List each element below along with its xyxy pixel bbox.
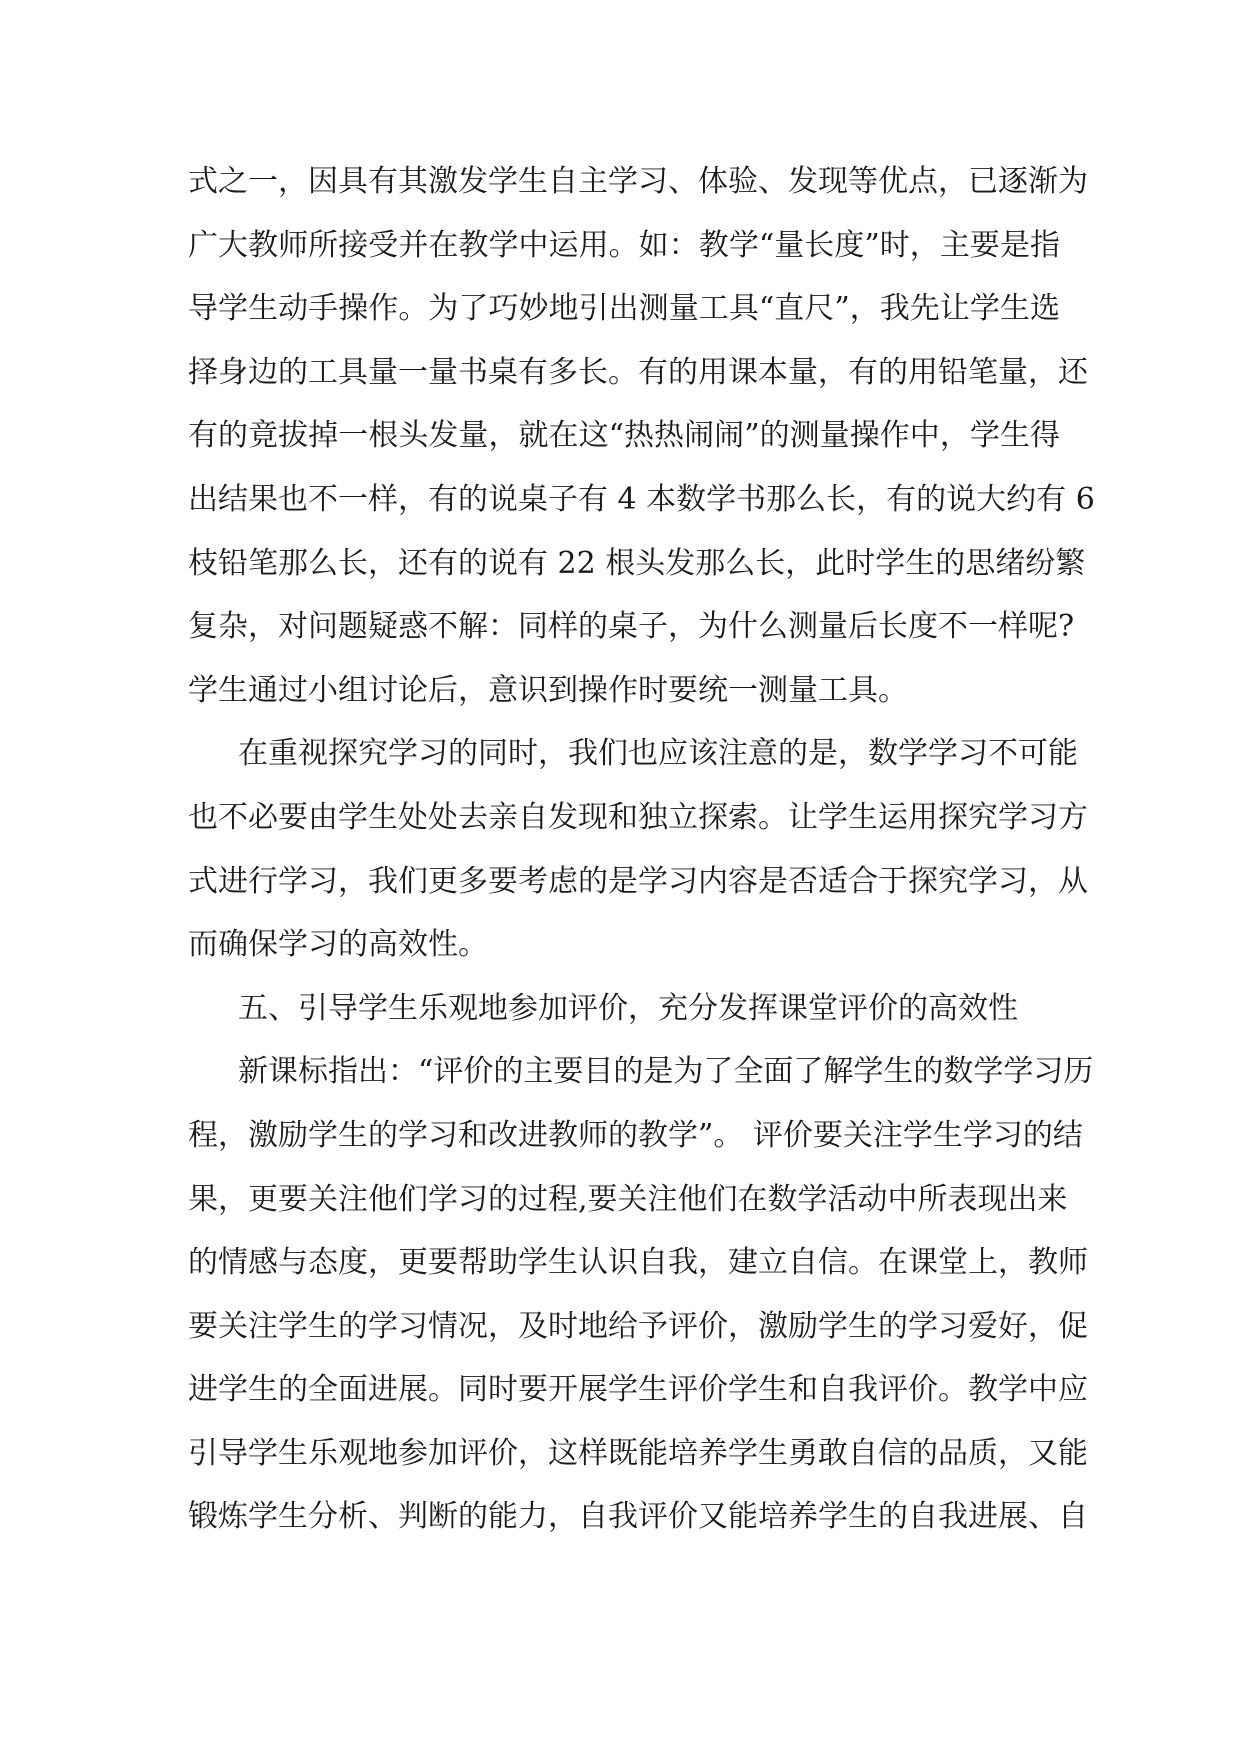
text-line: 广大教师所接受并在教学中运用。如：教学“量长度”时，主要是指 (188, 227, 1060, 263)
text-line: 进学生的全面进展。同时要开展学生评价学生和自我评价。教学中应 (188, 1372, 1088, 1408)
text-line: 择身边的工具量一量书桌有多长。有的用课本量，有的用铅笔量，还 (188, 354, 1088, 390)
text-line: 导学生动手操作。为了巧妙地引出测量工具“直尺”，我先让学生选 (188, 291, 1060, 327)
body-text (188, 150, 1095, 1549)
text-line: 也不必要由学生处处去亲自发现和独立探索。让学生运用探究学习方 (188, 799, 1088, 835)
text-line: 引导学生乐观地参加评价，这样既能培养学生勇敢自信的品质，又能 (188, 1435, 1088, 1471)
text-line: 锻炼学生分析、判断的能力，自我评价又能培养学生的自我进展、自 (188, 1499, 1088, 1535)
text-line: 式进行学习，我们更多要考虑的是学习内容是否适合于探究学习，从 (188, 863, 1088, 899)
text-line: 出结果也不一样，有的说桌子有 4 本数学书那么长，有的说大约有 6 (188, 481, 1095, 517)
text-line: 的情感与态度，更要帮助学生认识自我，建立自信。在课堂上，教师 (188, 1245, 1088, 1281)
text-line: 枝铅笔那么长，还有的说有 22 根头发那么长，此时学生的思绪纷繁 (188, 545, 1086, 581)
text-line: 在重视探究学习的同时，我们也应该注意的是，数学学习不可能 (238, 736, 1078, 772)
text-line: 有的竟拔掉一根头发量，就在这“热热闹闹”的测量操作中，学生得 (188, 418, 1060, 454)
text-line: 而确保学习的高效性。 (188, 927, 488, 963)
text-line: 式之一，因具有其激发学生自主学习、体验、发现等优点，已逐渐为 (188, 164, 1088, 199)
text-line: 复杂，对问题疑惑不解：同样的桌子，为什么测量后长度不一样呢? (188, 609, 1075, 645)
text-line: 要关注学生的学习情况，及时地给予评价，激励学生的学习爱好，促 (188, 1308, 1088, 1344)
text-line: 果，更要关注他们学习的过程,要关注他们在数学活动中所表现出来 (188, 1181, 1068, 1217)
text-line: 程，激励学生的学习和改进教师的教学”。 评价要关注学生学习的结 (188, 1117, 1083, 1153)
text-line: 新课标指出：“评价的主要目的是为了全面了解学生的数学学习历 (238, 1054, 1094, 1090)
text-line: 学生通过小组讨论后，意识到操作时要统一测量工具。 (188, 672, 908, 708)
section-heading: 五、引导学生乐观地参加评价，充分发挥课堂评价的高效性 (238, 990, 1018, 1026)
